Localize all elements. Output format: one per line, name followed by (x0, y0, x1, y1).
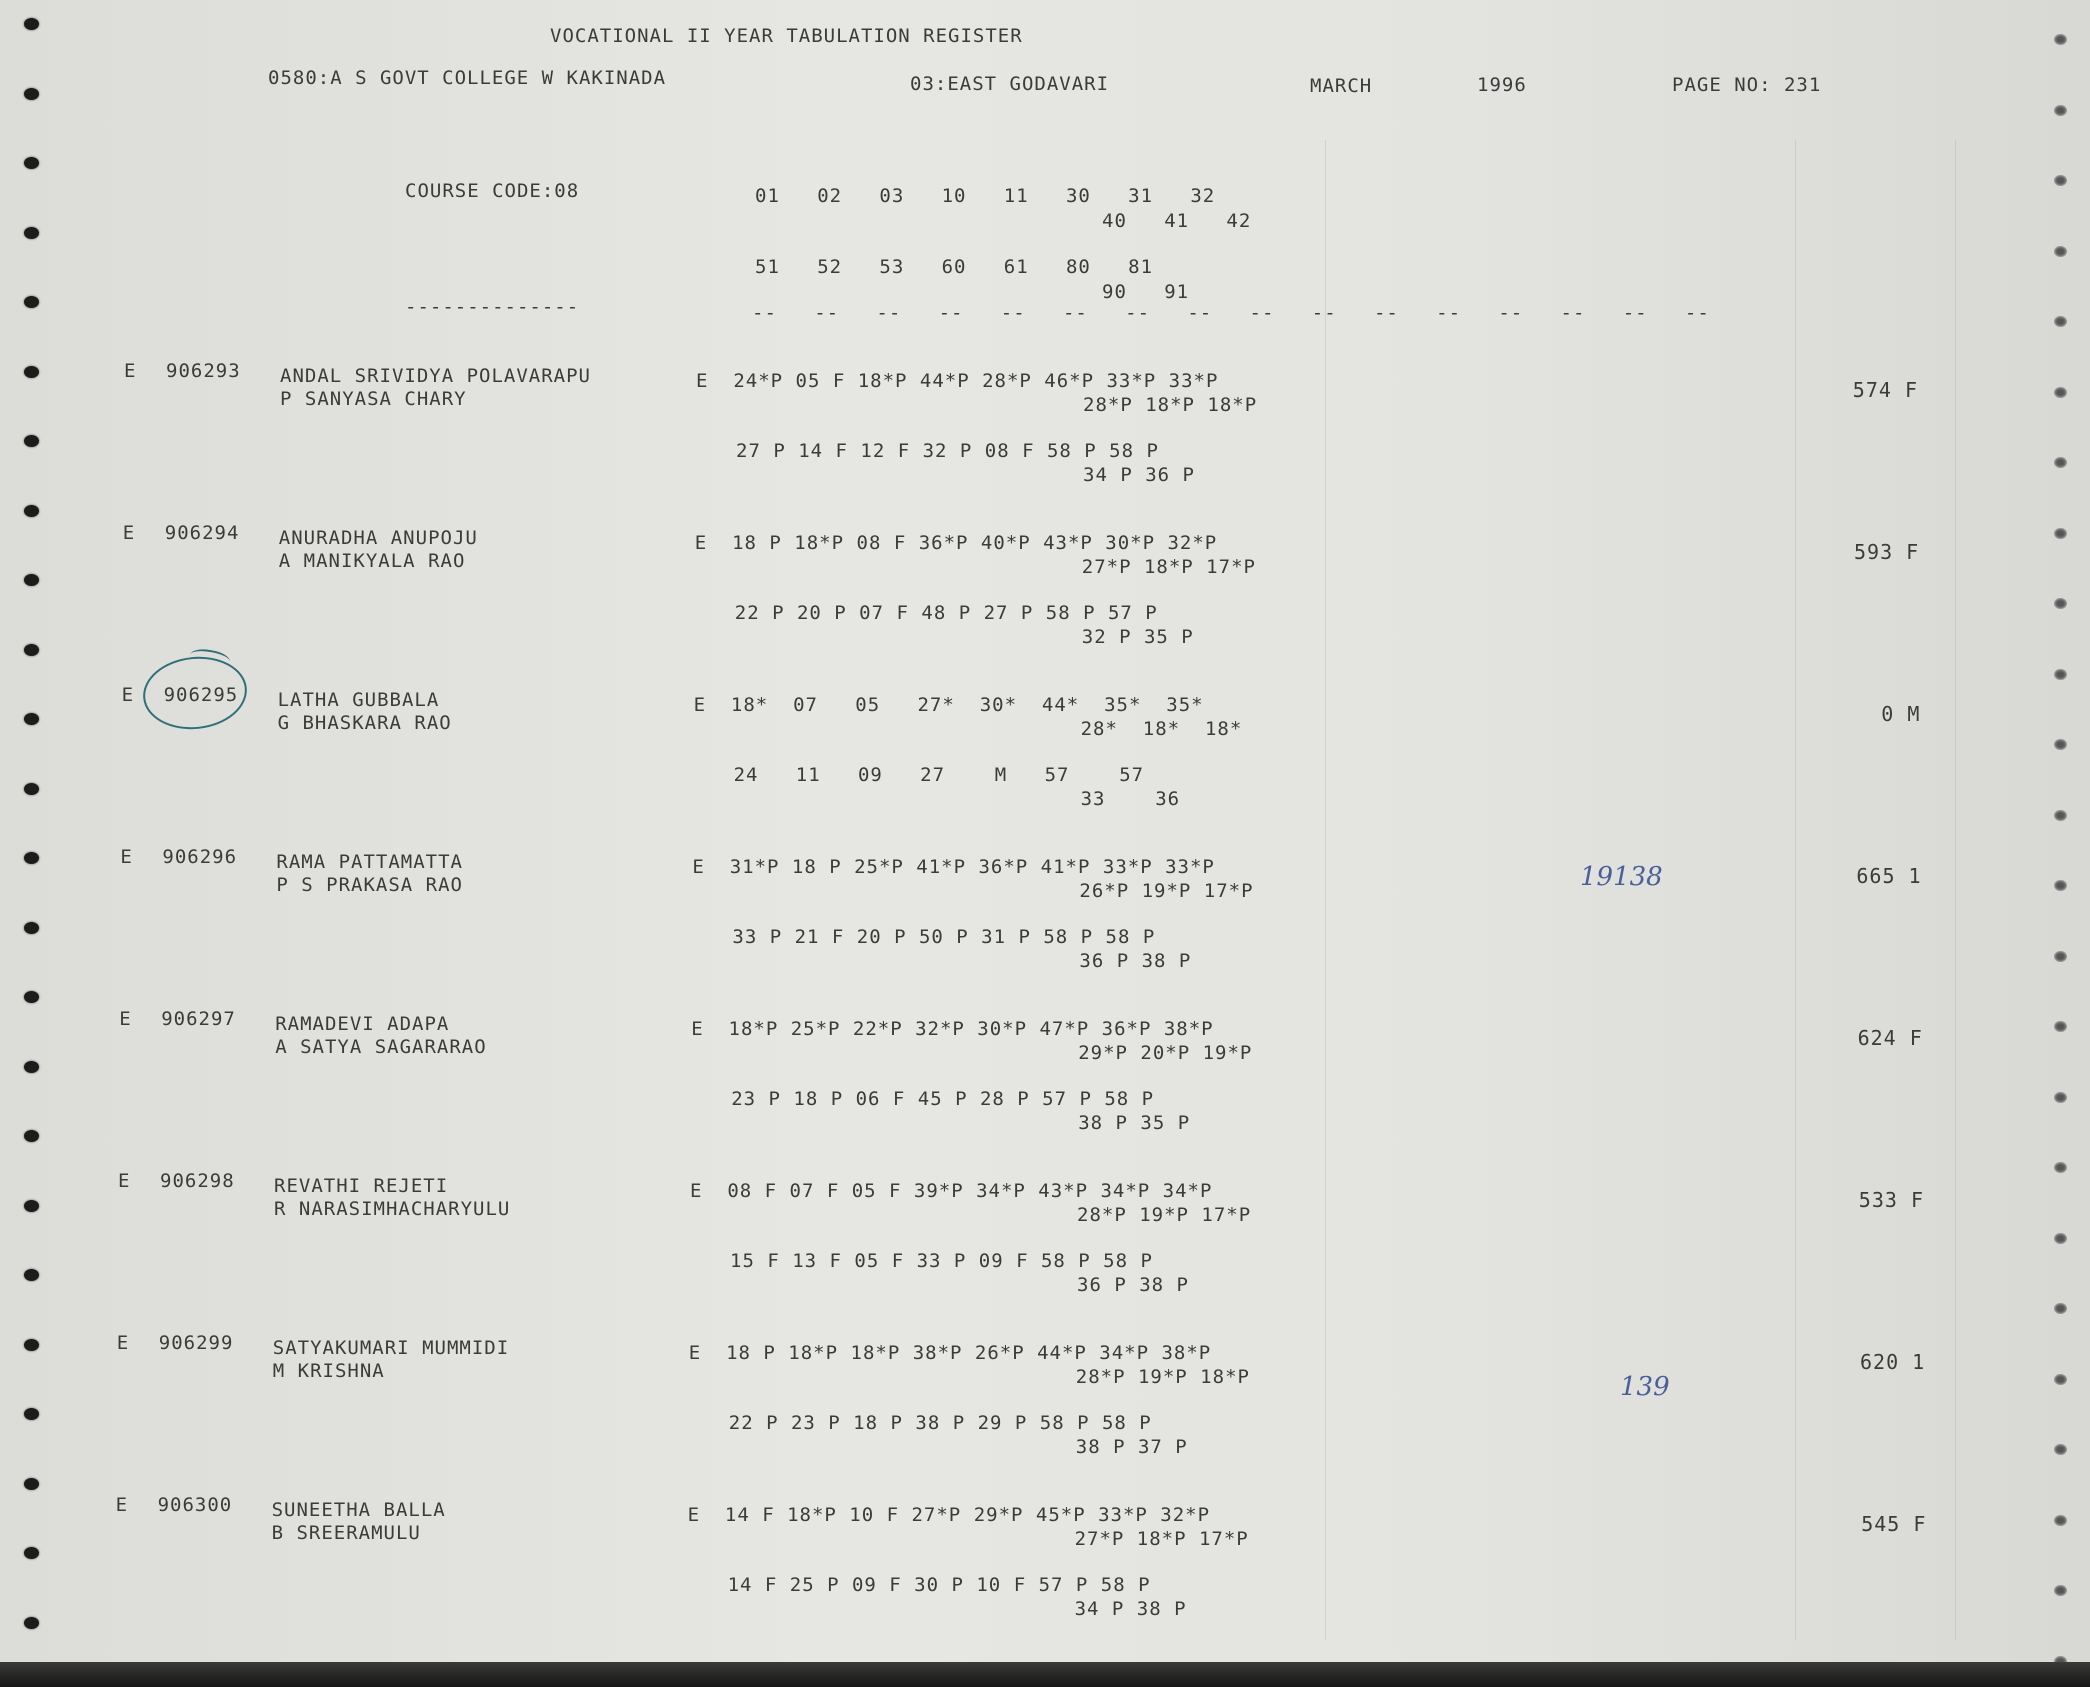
feed-hole (2054, 1162, 2067, 1173)
marks-row1b: 28*P 19*P 18*P (1075, 1366, 1250, 1388)
marks-row1: E 24*P 05 F 18*P 44*P 28*P 46*P 33*P 33*P (696, 370, 1219, 392)
marks-row2b: 34 P 36 P (1083, 464, 1195, 486)
guide-line (1955, 140, 1956, 1640)
total-and-result: 545 F (1861, 1512, 1927, 1536)
marks-row2: 14 F 25 P 09 F 30 P 10 F 57 P 58 P (727, 1574, 1151, 1596)
marks-row1: E 18*P 25*P 22*P 32*P 30*P 47*P 36*P 38*P (691, 1018, 1214, 1040)
total-and-result: 593 F (1853, 540, 1920, 564)
student-flag: E (119, 1008, 132, 1030)
feed-hole (24, 505, 39, 517)
feed-hole (2054, 1515, 2067, 1526)
page-number: PAGE NO: 231 (1672, 74, 1822, 96)
feed-hole (2054, 105, 2067, 116)
feed-hole (24, 296, 39, 308)
marks-row2: 22 P 20 P 07 F 48 P 27 P 58 P 57 P (734, 602, 1158, 624)
student-name: RAMADEVI ADAPA (275, 1013, 450, 1035)
feed-hole (24, 157, 39, 169)
father-name: B SREERAMULU (271, 1522, 421, 1544)
roll-number: 906295 (163, 684, 239, 706)
father-name: R NARASIMHACHARYULU (274, 1198, 511, 1220)
student-name: RAMA PATTAMATTA (276, 851, 463, 873)
father-name: A SATYA SAGARARAO (275, 1036, 487, 1058)
marks-row2: 33 P 21 F 20 P 50 P 31 P 58 P 58 P (732, 926, 1156, 948)
guide-line (1795, 140, 1796, 1640)
marks-row2b: 38 P 37 P (1075, 1436, 1188, 1458)
marks-row1b: 28* 18* 18* (1080, 718, 1243, 740)
feed-hole (2054, 598, 2067, 609)
feed-hole (2054, 669, 2067, 680)
feed-hole (2054, 1585, 2067, 1596)
marks-row1b: 28*P 18*P 18*P (1083, 394, 1258, 416)
marks-row2: 23 P 18 P 06 F 45 P 28 P 57 P 58 P (731, 1088, 1155, 1110)
subject-codes-row2: 51 52 53 60 61 80 81 (755, 256, 1154, 278)
feed-hole (24, 1130, 39, 1142)
total-and-result: 533 F (1858, 1188, 1924, 1212)
feed-hole (24, 922, 39, 934)
exam-year: 1996 (1477, 74, 1527, 96)
roll-number: 906297 (161, 1008, 236, 1030)
father-name: G BHASKARA RAO (277, 712, 452, 734)
course-underline: -------------- (405, 296, 580, 318)
feed-hole (24, 435, 39, 447)
exam-month: MARCH (1310, 75, 1373, 97)
feed-hole (2054, 457, 2067, 468)
total-and-result: 620 1 (1859, 1350, 1926, 1374)
subject-codes-row1b: 40 41 42 (1102, 210, 1252, 232)
feed-hole (24, 852, 39, 864)
marks-row1b: 27*P 18*P 17*P (1081, 556, 1256, 578)
student-name: LATHA GUBBALA (277, 689, 440, 711)
feed-hole (24, 991, 39, 1003)
total-and-result: 0 M (1881, 702, 1921, 726)
student-flag: E (120, 846, 133, 868)
feed-hole (24, 88, 39, 100)
father-name: M KRISHNA (272, 1360, 385, 1382)
marks-row2: 15 F 13 F 05 F 33 P 09 F 58 P 58 P (730, 1250, 1153, 1272)
feed-hole (2054, 810, 2067, 821)
feed-hole (2054, 1092, 2067, 1103)
student-flag: E (124, 360, 137, 382)
roll-number: 906293 (166, 360, 241, 382)
roll-number: 906298 (160, 1170, 235, 1192)
student-flag: E (118, 1170, 131, 1192)
subject-codes-row2b: 90 91 (1102, 281, 1190, 303)
feed-hole (24, 783, 39, 795)
handwritten-note: 19138 (1580, 862, 1663, 892)
student-flag: E (116, 1332, 130, 1354)
marks-row1: E 18 P 18*P 18*P 38*P 26*P 44*P 34*P 38*P (688, 1342, 1212, 1364)
marks-row1b: 26*P 19*P 17*P (1079, 880, 1254, 902)
marks-row1: E 31*P 18 P 25*P 41*P 36*P 41*P 33*P 33*P (692, 856, 1215, 878)
student-name: ANURADHA ANUPOJU (278, 527, 478, 549)
subject-codes-row1: 01 02 03 10 11 30 31 32 (755, 185, 1216, 207)
student-name: SUNEETHA BALLA (271, 1499, 446, 1521)
father-name: P SANYASA CHARY (280, 388, 467, 410)
sheet-bottom-edge (0, 1662, 2090, 1687)
feed-hole (24, 18, 39, 30)
marks-row1: E 18* 07 05 27* 30* 44* 35* 35* (693, 694, 1204, 716)
feed-hole (2054, 1233, 2067, 1244)
student-name: ANDAL SRIVIDYA POLAVARAPU (280, 365, 591, 387)
roll-number: 906296 (162, 846, 238, 868)
roll-number: 906300 (157, 1494, 233, 1516)
guide-line (1325, 140, 1326, 1640)
feed-hole (2054, 1021, 2067, 1032)
feed-hole (2054, 739, 2067, 750)
feed-hole (24, 1269, 39, 1281)
feed-hole (24, 713, 39, 725)
feed-hole (2054, 1444, 2067, 1455)
marks-row2b: 33 36 (1080, 788, 1181, 810)
feed-hole (2054, 316, 2067, 327)
feed-hole (2054, 1303, 2067, 1314)
feed-hole (2054, 175, 2067, 186)
handwritten-note: 139 (1620, 1372, 1670, 1402)
course-code: COURSE CODE:08 (405, 180, 580, 202)
marks-row1: E 14 F 18*P 10 F 27*P 29*P 45*P 33*P 32*P (687, 1504, 1211, 1526)
handwritten-circle (140, 652, 251, 734)
feed-hole (2054, 34, 2067, 45)
student-name: SATYAKUMARI MUMMIDI (272, 1337, 510, 1359)
father-name: P S PRAKASA RAO (276, 874, 463, 896)
marks-row1b: 28*P 19*P 17*P (1077, 1204, 1252, 1226)
marks-row1: E 18 P 18*P 08 F 36*P 40*P 43*P 30*P 32*P (694, 532, 1218, 554)
feed-hole (2054, 880, 2067, 891)
feed-hole (2054, 246, 2067, 257)
father-name: A MANIKYALA RAO (278, 550, 466, 572)
feed-hole (2054, 951, 2067, 962)
feed-hole (24, 1547, 39, 1559)
marks-row2b: 36 P 38 P (1077, 1274, 1189, 1296)
student-flag: E (122, 522, 136, 544)
marks-row2: 22 P 23 P 18 P 38 P 29 P 58 P 58 P (728, 1412, 1152, 1434)
column-dashes: -- -- -- -- -- -- -- -- -- -- -- -- -- -- -- -- (752, 302, 1710, 324)
total-and-result: 574 F (1852, 378, 1918, 402)
student-flag: E (115, 1494, 129, 1516)
total-and-result: 665 1 (1856, 864, 1922, 888)
feed-hole (2054, 1374, 2067, 1385)
marks-row1b: 27*P 18*P 17*P (1074, 1528, 1249, 1550)
district-name: 03:EAST GODAVARI (910, 73, 1110, 95)
marks-row1b: 29*P 20*P 19*P (1078, 1042, 1253, 1064)
college-name: 0580:A S GOVT COLLEGE W KAKINADA (268, 67, 667, 89)
student-flag: E (121, 684, 135, 706)
register-title: VOCATIONAL II YEAR TABULATION REGISTER (550, 25, 1023, 47)
student-name: REVATHI REJETI (274, 1175, 449, 1197)
marks-row2: 27 P 14 F 12 F 32 P 08 F 58 P 58 P (736, 440, 1159, 462)
marks-row2b: 34 P 38 P (1074, 1598, 1187, 1620)
feed-hole (24, 1061, 39, 1073)
marks-row2: 24 11 09 27 M 57 57 (733, 764, 1145, 786)
marks-row2b: 38 P 35 P (1078, 1112, 1191, 1134)
feed-hole (24, 1478, 39, 1490)
feed-hole (24, 366, 39, 378)
marks-row2b: 36 P 38 P (1079, 950, 1192, 972)
total-and-result: 624 F (1857, 1026, 1923, 1050)
feed-hole (24, 574, 39, 586)
feed-hole (24, 1617, 39, 1629)
feed-hole (24, 1200, 39, 1212)
feed-hole (2054, 387, 2067, 398)
feed-hole (24, 644, 39, 656)
marks-row1: E 08 F 07 F 05 F 39*P 34*P 43*P 34*P 34*P (690, 1180, 1213, 1202)
feed-hole (24, 227, 39, 239)
marks-row2b: 32 P 35 P (1081, 626, 1194, 648)
roll-number: 906299 (158, 1332, 234, 1354)
roll-number: 906294 (164, 522, 240, 544)
feed-hole (24, 1339, 39, 1351)
feed-hole (2054, 528, 2067, 539)
feed-hole (24, 1408, 39, 1420)
